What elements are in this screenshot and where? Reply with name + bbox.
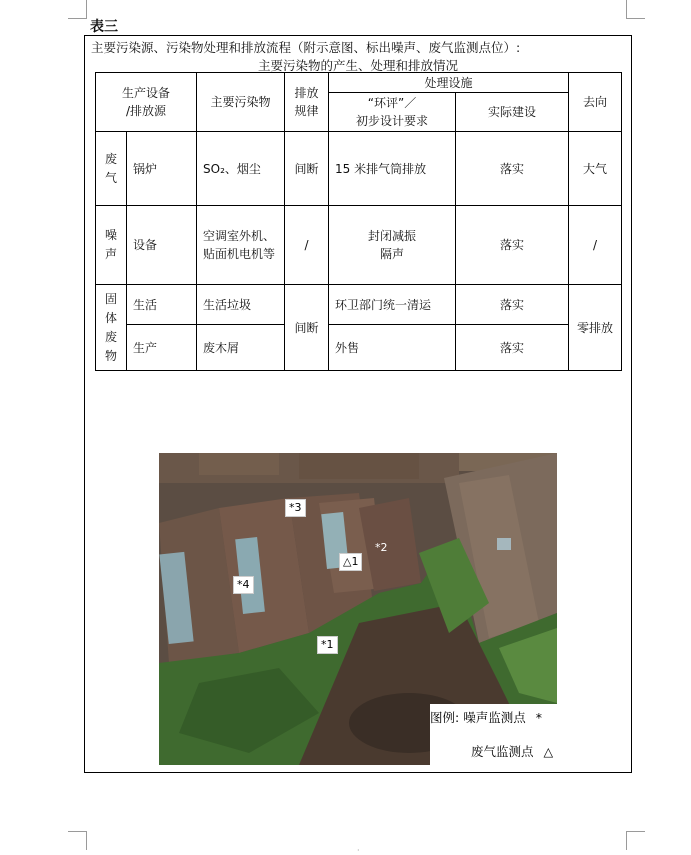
row-actual: 落实 [456, 325, 569, 371]
gas-marker-1: △1 [339, 553, 362, 571]
row-source: 锅炉 [127, 132, 197, 206]
row-eia: 外售 [329, 325, 456, 371]
crop-mark-bottom-right [626, 831, 645, 850]
header-eia: “环评”／ 初步设计要求 [329, 93, 456, 132]
row-source: 生产 [127, 325, 197, 371]
row-actual: 落实 [456, 285, 569, 325]
header-destination: 去向 [569, 73, 622, 132]
row-pollutant: 生活垃圾 [197, 285, 285, 325]
row-pollutant: 废木屑 [197, 325, 285, 371]
map-legend [430, 704, 557, 765]
row-source: 生活 [127, 285, 197, 325]
crop-mark-top-left [68, 0, 87, 19]
group-gas: 废气 [104, 151, 117, 185]
noise-marker-2: *2 [375, 541, 388, 554]
row-rule: 间断 [285, 285, 329, 371]
pollution-table [95, 72, 622, 371]
legend-gas-label: 废气监测点 [471, 744, 534, 759]
legend-noise-symbol: * [535, 710, 542, 725]
group-noise: 噪声 [104, 228, 117, 261]
row-actual: 落实 [456, 206, 569, 285]
header-equipment: 生产设备 /排放源 [96, 73, 197, 132]
header-pollutant: 主要污染物 [197, 73, 285, 132]
row-pollutant: SO₂、烟尘 [197, 132, 285, 206]
row-eia: 环卫部门统一清运 [329, 285, 456, 325]
page-dot: · [357, 846, 360, 855]
noise-marker-1: *1 [317, 636, 338, 654]
table-title: 表三 [90, 19, 118, 35]
row-destination: 大气 [569, 132, 622, 206]
sub-heading: 主要污染物的产生、处理和排放情况 [257, 58, 458, 73]
row-destination: / [569, 206, 622, 285]
noise-marker-3: *3 [285, 499, 306, 517]
crop-mark-bottom-left [68, 831, 87, 850]
header-facility: 处理设施 [329, 73, 569, 93]
legend-noise-label: 噪声监测点 [463, 710, 526, 725]
header-actual: 实际建设 [456, 93, 569, 132]
legend-title: 图例: [430, 710, 460, 725]
header-discharge: 排放 规律 [285, 73, 329, 132]
row-pollutant: 空调室外机、 贴面机电机等 [197, 206, 285, 285]
row-destination: 零排放 [569, 285, 622, 371]
row-rule: / [285, 206, 329, 285]
legend-gas-symbol: △ [543, 744, 554, 759]
row-eia: 15 米排气筒排放 [329, 132, 456, 206]
row-rule: 间断 [285, 132, 329, 206]
row-source: 设备 [127, 206, 197, 285]
flow-heading: 主要污染源、污染物处理和排放流程（附示意图、标出噪声、废气监测点位）: [91, 40, 521, 55]
row-eia: 封闭减振 隔声 [329, 206, 456, 285]
row-actual: 落实 [456, 132, 569, 206]
crop-mark-top-right [626, 0, 645, 19]
group-solid: 固体废物 [104, 291, 117, 363]
noise-marker-4: *4 [233, 576, 254, 594]
